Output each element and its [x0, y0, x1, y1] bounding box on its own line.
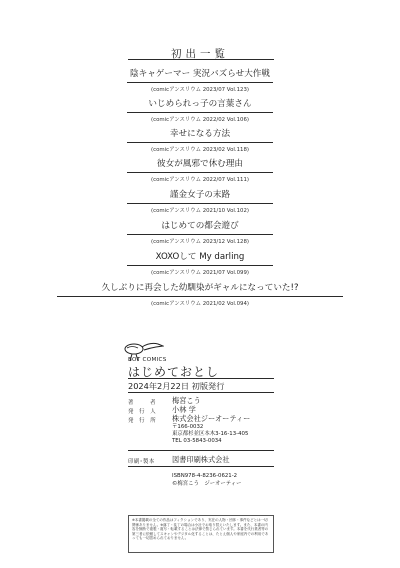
entry-rule [127, 203, 273, 204]
publisher-person-label: 発 行 人 [128, 409, 158, 415]
entry-title: はじめての都会遊び [161, 221, 239, 231]
release-date: 2024年2月22日 初版発行 [128, 381, 225, 391]
entry-source: (comicアンスリウム 2021/02 Vol.094) [151, 301, 249, 307]
entry-source: (comicアンスリウム 2022/02 Vol.106) [151, 117, 249, 123]
imprint-label: BOT COMICS [128, 357, 167, 363]
entry-source: (comicアンスリウム 2022/07 Vol.111) [151, 177, 249, 183]
publisher-person: 小林 学 [172, 405, 196, 414]
publisher-name: 株式会社ジーオーティー [172, 414, 251, 423]
isbn: ISBN978-4-8236-0621-2 [172, 473, 238, 479]
book-title: はじめておとし [128, 365, 220, 379]
address: 東京都杉並区本木3-16-13-405 [172, 431, 249, 437]
list-item [0, 252, 400, 277]
entry-source: (comicアンスリウム 2023/07 Vol.123) [151, 87, 249, 93]
printer-name: 図書印刷株式会社 [172, 455, 230, 464]
legal-notice: ※本書掲載の全ての作品はフィクションであり、実在の人物・団体・事件などとは一切関係ありません。※落丁・乱丁の場合は小社でお取り替えいたします。また、本書の内容を無断で複製・複写・転載することは法律で禁じられています。本書を代行業者等の第三者に依頼してスキャンやデジタル化することは、たとえ個人や家庭内での利用であっても一切認められておりません。 [128, 515, 274, 553]
publisher-label: 発 行 所 [128, 418, 158, 424]
list-item [0, 221, 400, 246]
entry-source: (comicアンスリウム 2021/07 Vol.099) [151, 270, 249, 276]
colophon-rule [128, 450, 274, 451]
telephone: TEL 03-5843-0034 [172, 438, 222, 444]
entry-title: XOXOして My darling [155, 252, 245, 262]
entry-title: 謹金女子の末路 [169, 190, 231, 200]
page-heading: 初出一覧 [171, 48, 229, 60]
list-item [0, 99, 400, 124]
entry-rule [127, 82, 273, 83]
postal-code: 〒166-0032 [172, 424, 204, 430]
colophon-rule [128, 466, 274, 467]
list-item [0, 283, 400, 308]
list-item [0, 69, 400, 94]
entry-title: いじめられっ子の言葉さん [148, 99, 252, 109]
entry-source: (comicアンスリウム 2023/02 Vol.118) [151, 147, 249, 153]
copyright: ©梅宮こう ジーオーティー [172, 481, 242, 487]
entry-title: 久しぶりに再会した幼馴染がギャルになっていた!? [101, 283, 299, 293]
printer-label: 印刷･製本 [128, 459, 155, 465]
list-item [0, 159, 400, 184]
entry-title: 陰キャゲーマー 実況バズらせ大作戦 [130, 69, 270, 79]
entry-source: (comicアンスリウム 2021/10 Vol.102) [151, 208, 249, 214]
heading-rule [128, 59, 274, 60]
author-name: 梅宮こう [172, 396, 201, 405]
entry-title: 彼女が風邪で休む理由 [157, 159, 243, 169]
entry-rule [127, 172, 273, 173]
entry-rule [127, 142, 273, 143]
entry-rule [127, 112, 273, 113]
entry-rule [127, 234, 273, 235]
list-item [0, 190, 400, 215]
colophon-rule [128, 378, 274, 379]
colophon-rule [128, 392, 274, 393]
entry-rule [57, 296, 343, 297]
author-label: 著 者 [128, 400, 158, 406]
entry-title: 幸せになる方法 [169, 129, 231, 139]
list-item [0, 129, 400, 154]
entry-rule [127, 265, 273, 266]
entry-source: (comicアンスリウム 2023/12 Vol.128) [151, 239, 249, 245]
